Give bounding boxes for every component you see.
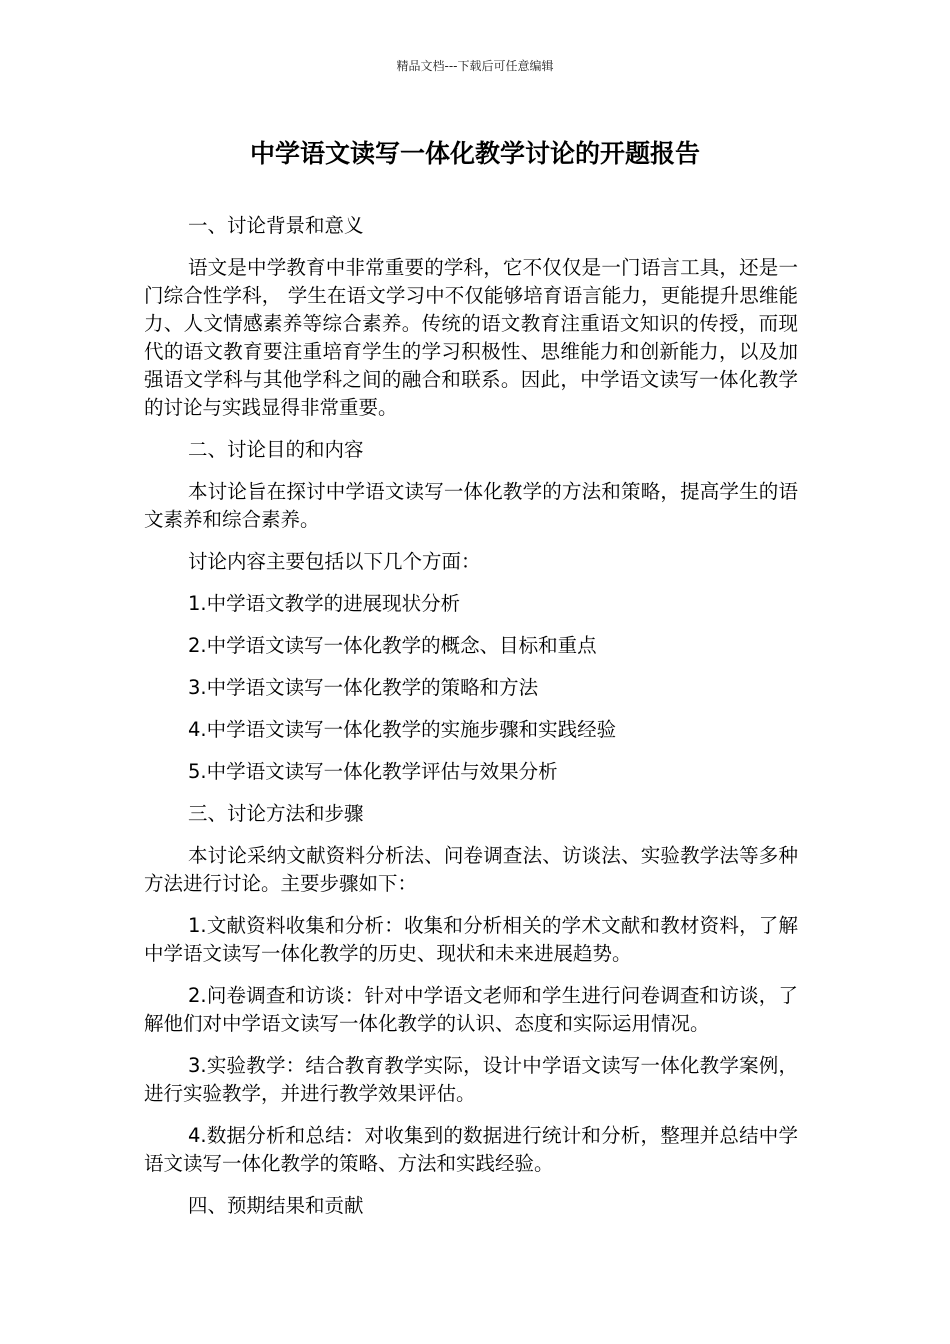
numbered-step: 4.数据分析和总结：对收集到的数据进行统计和分析，整理并总结中学语文读写一体化教学的策略、方法和实践经验。 (144, 1124, 798, 1175)
list-item: 1.中学语文教学的进展现状分析 (188, 592, 461, 615)
paragraph: 本讨论采纳文献资料分析法、问卷调查法、访谈法、实验教学法等多种方法进行讨论。主要步骤如下： (144, 844, 798, 895)
list-item: 5.中学语文读写一体化教学评估与效果分析 (188, 760, 558, 783)
numbered-step: 2.问卷调查和访谈：针对中学语文老师和学生进行问卷调查和访谈，了解他们对中学语文读写一体化教学的认识、态度和实际运用情况。 (144, 984, 798, 1035)
paragraph: 语文是中学教育中非常重要的学科，它不仅仅是一门语言工具，还是一门综合性学科， 学生在语文学习中不仅能够培育语言能力，更能提升思维能力、人文情感素养等综合素养。传统的语文教育注重语文知识的传授，而现代的语文教育要注重培育学生的学习积极性、思维能力和创新能力，以及加强语文学科与其他学科之间的融合和联系。因此，中学语文读写一体化教学的讨论与实践显得非常重要。 (144, 256, 798, 419)
section-heading: 一、讨论背景和意义 (188, 214, 364, 237)
section-heading: 二、讨论目的和内容 (188, 438, 364, 461)
page-header: 精品文档---下载后可任意编辑 (396, 59, 554, 73)
section-heading: 三、讨论方法和步骤 (188, 802, 364, 825)
list-item: 4.中学语文读写一体化教学的实施步骤和实践经验 (188, 718, 617, 741)
list-item: 2.中学语文读写一体化教学的概念、目标和重点 (188, 634, 597, 657)
numbered-step: 1.文献资料收集和分析：收集和分析相关的学术文献和教材资料，了解中学语文读写一体化教学的历史、现状和未来进展趋势。 (144, 914, 798, 965)
document-body (144, 212, 798, 1234)
paragraph: 本讨论旨在探讨中学语文读写一体化教学的方法和策略，提高学生的语文素养和综合素养。 (144, 480, 798, 531)
paragraph: 讨论内容主要包括以下几个方面： (188, 550, 481, 573)
section-heading: 四、预期结果和贡献 (188, 1194, 364, 1217)
numbered-step: 3.实验教学：结合教育教学实际，设计中学语文读写一体化教学案例，进行实验教学，并进行教学效果评估。 (144, 1054, 798, 1105)
list-item: 3.中学语文读写一体化教学的策略和方法 (188, 676, 539, 699)
document-title: 中学语文读写一体化教学讨论的开题报告 (249, 139, 700, 168)
